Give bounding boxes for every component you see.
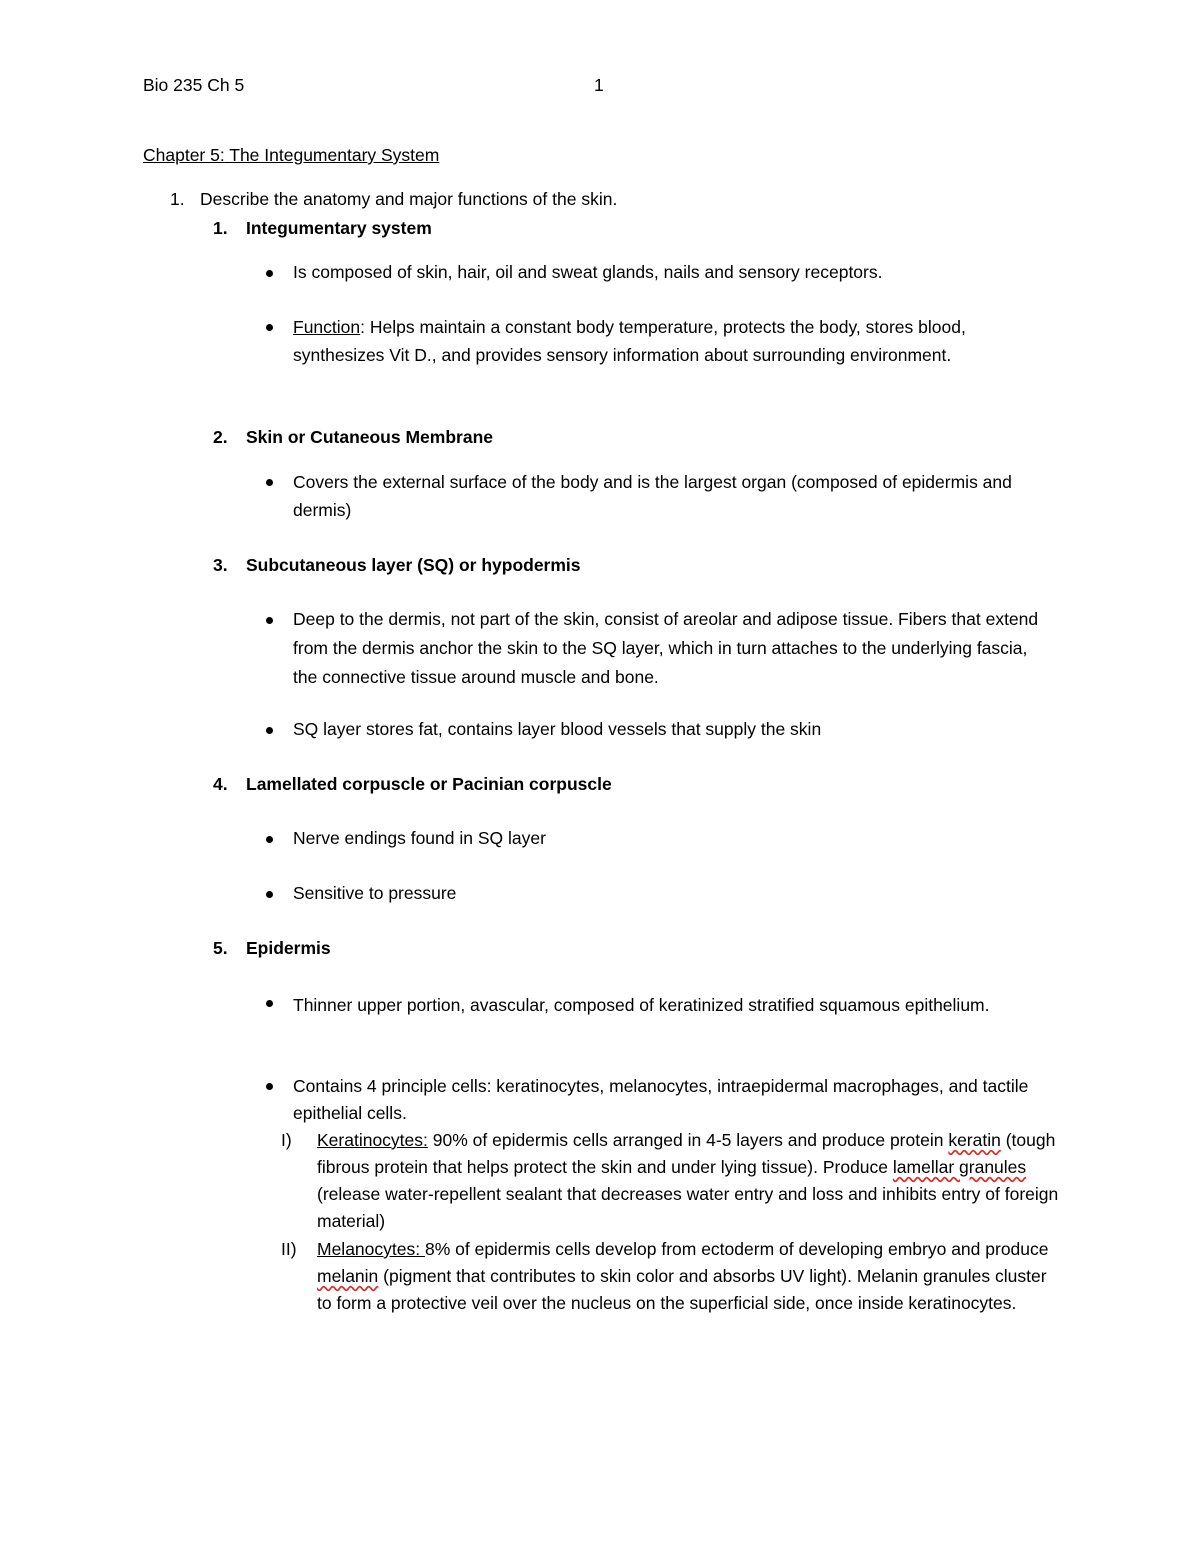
section-1-number: 1. — [213, 218, 228, 238]
header-page-number: 1 — [594, 75, 604, 95]
chapter-title — [143, 147, 439, 165]
function-text: : Helps maintain a constant body temperature, protects the body, stores blood, synthesizes Vit D., and provides sensory information about surrounding environment. — [293, 317, 966, 365]
section-3-number: 3. — [213, 555, 228, 575]
term-keratin: keratin — [948, 1130, 1001, 1150]
section-2-number: 2. — [213, 427, 228, 447]
term-lamellar-granules: lamellar granules — [892, 1157, 1027, 1177]
s5-bullet-2: Contains 4 principle cells: keratinocytes, melanocytes, intraepidermal macrophages, and tactile epithelial cells. — [293, 1076, 1029, 1123]
section-3-heading: Subcutaneous layer (SQ) or hypodermis — [246, 555, 581, 575]
s3-bullet-2: SQ layer stores fat, contains layer blood vessels that supply the skin — [293, 719, 822, 739]
chapter-label: Chapter 5: — [143, 145, 225, 165]
s3-bullet-1: Deep to the dermis, not part of the skin, consist of areolar and adipose tissue. Fibers that extend from the dermis anchor the skin to the SQ layer, which in turn attaches to the underlying fascia, the connective tissue around muscle and bone. — [293, 609, 1039, 687]
s5-bullet-1: Thinner upper portion, avascular, composed of keratinized stratified squamous epithelium. — [293, 995, 990, 1015]
chapter-name: The Integumentary System — [224, 145, 440, 165]
bullet-dot — [266, 1000, 273, 1007]
s1-bullet-2 — [293, 313, 1053, 369]
bullet-dot — [266, 727, 273, 734]
section-5-number: 5. — [213, 938, 228, 958]
section-4-number: 4. — [213, 774, 228, 794]
bullet-dot — [266, 324, 273, 331]
function-label: Function — [293, 317, 361, 337]
section-4-heading: Lamellated corpuscle or Pacinian corpuscle — [246, 774, 612, 794]
bullet-dot — [266, 1083, 273, 1090]
subitem-2-marker: II) — [281, 1239, 297, 1259]
objective-number: 1. — [170, 189, 185, 209]
subitem-1-marker: I) — [281, 1130, 292, 1150]
subitem-keratinocytes: Keratinocytes: 90% of epidermis cells arranged in 4-5 layers and produce protein keratin (tough fibrous protein that helps protect the skin and under lying tissue). Produce lamellar granules (release water-repellent sealant that decreases water entry and loss and inhibits entry of foreign material) — [317, 1130, 1059, 1231]
bullet-dot — [266, 270, 273, 277]
bullet-dot — [266, 617, 273, 624]
keratinocytes-label: Keratinocytes: — [317, 1130, 428, 1150]
melanocytes-label: Melanocytes: — [317, 1239, 425, 1259]
section-1-heading: Integumentary system — [246, 218, 432, 238]
s4-bullet-2: Sensitive to pressure — [293, 883, 457, 903]
section-2-heading: Skin or Cutaneous Membrane — [246, 427, 493, 447]
bullet-dot — [266, 836, 273, 843]
header-course: Bio 235 Ch 5 — [143, 75, 245, 95]
bullet-dot — [266, 891, 273, 898]
bullet-dot — [266, 479, 273, 486]
s4-bullet-1: Nerve endings found in SQ layer — [293, 828, 546, 848]
objective-text: Describe the anatomy and major functions of the skin. — [200, 189, 618, 209]
term-melanin: melanin — [317, 1266, 379, 1286]
s2-bullet-1: Covers the external surface of the body and is the largest organ (composed of epidermis and dermis) — [293, 472, 1012, 520]
s1-bullet-1: Is composed of skin, hair, oil and sweat glands, nails and sensory receptors. — [293, 262, 883, 282]
subitem-melanocytes: Melanocytes: 8% of epidermis cells develop from ectoderm of developing embryo and produce melanin (pigment that contributes to skin color and absorbs UV light). Melanin granules cluster to form a protective veil over the nucleus on the superficial side, once inside keratinocytes. — [317, 1239, 1049, 1313]
section-5-heading: Epidermis — [246, 938, 331, 958]
